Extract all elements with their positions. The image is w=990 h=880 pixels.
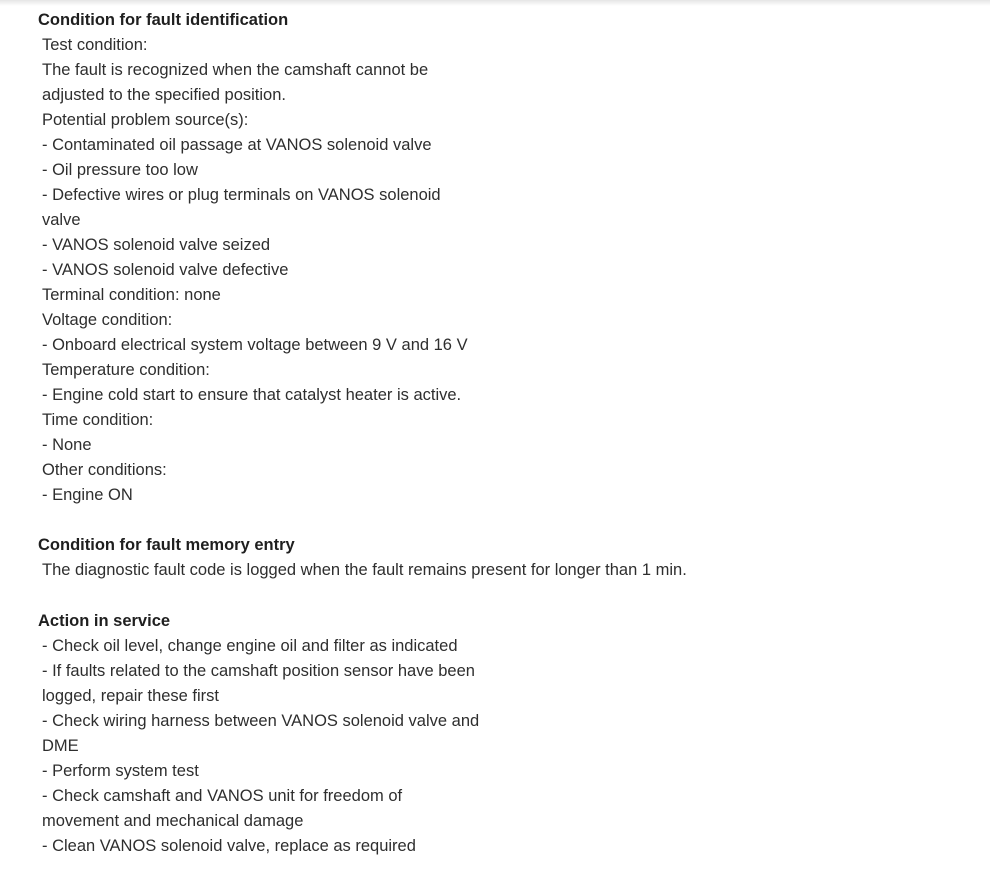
section-heading: Condition for fault identification — [38, 11, 289, 29]
text-line: Potential problem source(s): — [42, 111, 249, 129]
text-line: - Engine ON — [42, 486, 133, 504]
text-line: - If faults related to the camshaft position sensor have been — [42, 662, 475, 680]
text-line: adjusted to the specified position. — [42, 86, 286, 104]
text-line: - Contaminated oil passage at VANOS solenoid valve — [42, 136, 432, 154]
text-line: - Onboard electrical system voltage between 9 V and 16 V — [42, 336, 468, 354]
text-line: Time condition: — [42, 411, 154, 429]
section-action-in-service — [38, 609, 978, 859]
document-body — [38, 8, 978, 859]
text-line: - Check camshaft and VANOS unit for freedom of — [42, 787, 403, 805]
text-line: - Oil pressure too low — [42, 161, 198, 179]
text-line: - Check wiring harness between VANOS solenoid valve and — [42, 712, 480, 730]
text-line: The diagnostic fault code is logged when the fault remains present for longer than 1 min. — [42, 561, 687, 579]
section-heading: Action in service — [38, 612, 171, 630]
text-line: - VANOS solenoid valve seized — [42, 236, 271, 254]
text-line: Terminal condition: none — [42, 286, 221, 304]
section-heading: Condition for fault memory entry — [38, 536, 295, 554]
text-line: logged, repair these first — [42, 687, 220, 705]
text-line: movement and mechanical damage — [42, 812, 304, 830]
text-line: - VANOS solenoid valve defective — [42, 261, 289, 279]
text-line: - Defective wires or plug terminals on VANOS solenoid — [42, 186, 441, 204]
text-line: - Engine cold start to ensure that catalyst heater is active. — [42, 386, 462, 404]
text-line: valve — [42, 211, 81, 229]
text-line: Temperature condition: — [42, 361, 210, 379]
text-line: - None — [42, 436, 92, 454]
text-line: Voltage condition: — [42, 311, 173, 329]
section-fault-memory-entry — [38, 533, 978, 583]
text-line: DME — [42, 737, 79, 755]
text-line: Test condition: — [42, 36, 148, 54]
text-line: - Clean VANOS solenoid valve, replace as required — [42, 837, 416, 855]
text-line: Other conditions: — [42, 461, 167, 479]
section-fault-identification — [38, 8, 978, 508]
text-line: - Check oil level, change engine oil and filter as indicated — [42, 637, 458, 655]
section-spacer — [38, 583, 978, 609]
text-line: - Perform system test — [42, 762, 199, 780]
text-line: The fault is recognized when the camshaft cannot be — [42, 61, 429, 79]
section-spacer — [38, 508, 978, 533]
top-edge-shadow — [0, 0, 990, 6]
